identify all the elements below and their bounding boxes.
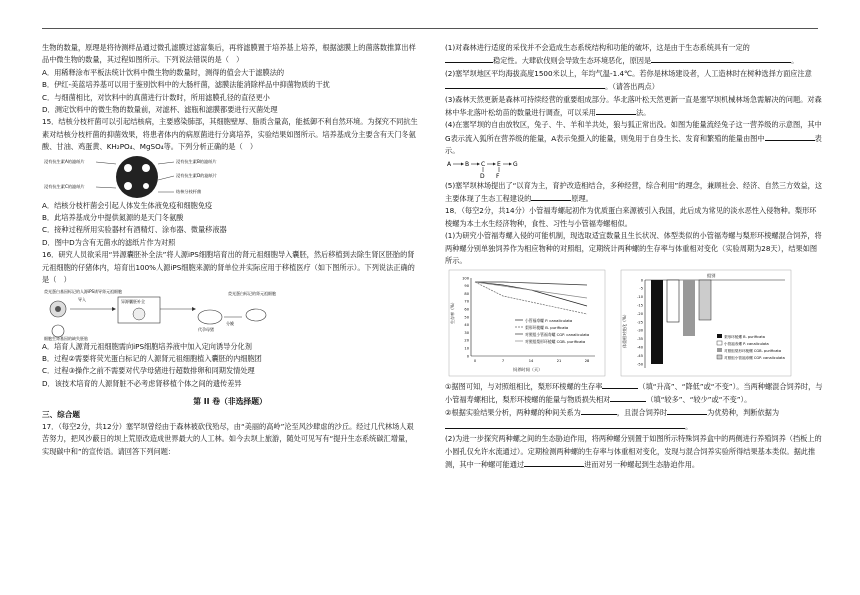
survival-ytick: 100 [462,275,469,280]
q15-option-b: B．此培养基成分中提供氮源的是天门冬氨酸 [42,213,184,223]
label-labeled-cells: 荧光蛋白标记的肾元祖细胞 [228,290,276,296]
survival-ytick: 0 [466,353,469,358]
survival-chart [449,270,605,376]
weight-chart [621,270,791,376]
label-a: 浸有抗生素A的滤纸片 [44,158,85,164]
legend-2: 梨形环棱螺 B. purificata [525,324,569,330]
node-d: D [480,172,485,180]
weight-ytick: -20 [637,311,643,316]
answer-blank[interactable] [445,420,685,429]
q18-circ2c: 为优势种，判断依据为 [707,408,780,418]
survival-xlabel: 饲养时间（天） [513,366,543,372]
legend2-2: 小管福寿螺 P. canaliculata [724,341,769,346]
survival-ytick: 20 [464,338,469,343]
left-column [42,42,418,458]
part2-title: 第 II 卷（非选择题） [193,397,267,407]
q17-2-note: 。（请答出两点） [605,82,659,92]
survival-xtick: 0 [473,358,477,363]
q16-stem: 16．研究人员欲采用“异源囊胚补全法”将人源iPS细胞培育出的肾元祖细胞导入囊胚，然后移植到去除生肾区胚胎的肾元祖细胞的仔猪体内，培育出100%人源iPS细胞来源的肾单位并实际应用于移植医疗（如下图所示）。下列说法正确的是（ ） [42,250,415,285]
bar-bp [651,280,663,364]
q17-2: (2)塞罕坝地区平均海拔高度1500米以上，年均气温-1.4℃。若你是林场建设者，人工造林时在树种选择方面应注意 [445,68,812,78]
legend2-4: 对照组小管福寿螺 CGP. canaliculata [724,355,785,360]
section-three-title: 三、综合题 [42,409,80,419]
q16-option-c: C．过程③操作之前不需要对代孕母猪进行超数排卵和同期发情处理 [42,366,255,376]
legend2-1: 梨形环棱螺 B. purificata [724,334,765,339]
answer-blank[interactable] [667,406,707,415]
survival-ytick: 10 [464,346,469,350]
survival-ytick: 90 [464,283,469,288]
label-d: 浸有抗生素D的滤纸片 [176,172,217,178]
answer-blank[interactable] [445,80,605,89]
legend-3: 对照组小管福寿螺 CGP. canaliculata [525,331,590,337]
survival-xtick: 14 [528,358,534,363]
weight-ytick: -40 [637,345,643,349]
label-import: 导入 [78,296,86,302]
survival-ytick: 70 [464,299,469,304]
weight-ytick: -45 [637,353,643,358]
q17-1b: 稳定性。大肆砍伐则会导致生态环境恶化，原因是 [493,56,652,66]
q14-option-b: B．伊红-美蓝培养基可以用于鉴别饮料中的大肠杆菌，滤膜法能消除样品中抑菌物质的干扰 [42,80,330,90]
answer-blank[interactable] [610,393,646,402]
charts-svg [445,268,823,380]
bar-pc [667,280,679,322]
label-b: 浸有抗生素B的滤纸片 [176,158,217,164]
q18-circ2b: ，且混合饲养时 [616,408,668,418]
survival-ytick: 50 [464,314,469,319]
survival-xtick: 21 [556,358,562,363]
q16-option-b: B．过程②需要将荧光蛋白标记的人源肾元祖细胞植入囊胚的内细胞团 [42,353,262,363]
survival-xtick: 28 [584,358,590,363]
q17-1: (1)对森林进行适度的采伐并不会造成生态系统结构和功能的破坏，这是由于生态系统具有一定的 [445,43,750,52]
label-complement: 异源囊胚补全 [121,298,145,304]
survival-ytick: 30 [464,330,469,335]
q18-circ2: ②根据实验结果分析，两种螺的种间关系为 [445,408,581,418]
culture-plate [116,156,158,198]
weight-ytick: -35 [637,336,643,341]
q18-circ1b: （填“升高”、“降低”或“不变”）。当两种螺混合饲养时，与小管福寿螺相比，梨形环棱螺的能量与物质损失相对 [445,381,823,404]
right-column: (1)对森林进行适度的采伐并不会造成生态系统结构和功能的破坏，这是由于生态系统具有一定的 稳定性。大肆砍伐则会导致生态环境恶化，原因是 。 (2)塞罕坝地区平均海拔高度1500米以上，年均气温-1.4℃。若你是林场建设者，人工造林时在树种选择方面应注意。（请答出两点） (3)森林天然更新是森林可持续经营的重要组成部分。华北落叶松天然更新一直是塞罕坝机械林场急需解决的问题。对森林中华北落叶松幼苗的数量进行调查，可以采用 法。 (4)在塞罕坝的自由放牧区，兔子、牛、羊和羊共处，狼与狐正常出没。如图为能量流经兔子这一营养级的示意图，其中G表示流入狐所在营养级的能量，A表示兔摄入的能量，则兔用于自身生长、发育和繁殖的能量由图中 表示。 A B C E G D F (5)塞罕坝林场提出了“以育为主，育护改造相结合，多种经营，综合利用”的理念，兼顾社会、经济、自然三方效益，这主要体现了生态工程建设的 原理。 18．（每空2分，共14分）小管福寿螺起初作为优质蛋白来源被引入我国，此后成为常见的淡水恶性入侵物种。梨形环棱螺为本土水生经济物种，食性、习性与小管福寿螺相似。 (1)为研究小管福寿螺入侵的可能机制，现选取适宜数量且生长状况、体型类似的小管福寿螺与梨形环棱螺混合饲养，将两种螺分别单独饲养作为相应物种的对照组，定期统计两种螺的生存率与体重相对变化（实验周期为28天），结果如图所示。 生存率（%） 饲养时间（天） 0 10 20 30 40 50 60 70 80 90 100 0 7 14 21 28 小管福寿螺 P. canaliculata 梨形环棱螺 B. purificata 对照组小管福寿螺 CGP. canaliculata 对照组梨形环棱螺 CGB. purificata 组别 体重相对变化（%） 0 -5 -10 -15 -20 -25 -30 -35 -40 -45 -50 梨形环棱螺 B. purificata 小管福寿螺 P. canaliculata 对照组梨形环棱螺 CGB. purificata 对照组小管福寿螺 CGP. canaliculata ①据图可知，与对照组相比，梨形环棱螺的生存率 （填“升高”、“降低”或“不变”）。当两种螺混合饲养时，与小管福寿螺相比，梨形环棱螺的能量与物质损失相对 （填“较多”、“较少”或“不变”）。 ②根据实验结果分析，两种螺的种间关系为 ，且混合饲养时 为优势种，判断依据为 。 (2)为进一步探究两种螺之间的生态胁迫作用，将两种螺分别置于如图所示特殊饲养盒中的两侧进行养殖饲养（挡板上的小圆孔仅允许水流通过）。定期检测两种螺的生存率与体重相对变化，发现与混合饲养实验所得结果基本类似。据此推测，其中一种螺可能通过 进而对另一种螺起到生态胁迫作用。 [445,43,823,469]
q17-5: (5)塞罕坝林场提出了“以育为主，育护改造相结合，多种经营，综合利用”的理念，兼顾社会、经济、自然三方效益，这主要体现了生态工程建设的 [445,180,823,204]
node-a: A [447,160,452,168]
disc-a [124,164,132,172]
node-g: G [513,160,518,168]
weight-ytick: -15 [637,303,643,307]
node-b: B [465,160,470,168]
survival-ytick: 60 [464,307,469,311]
q15-option-a: A．结核分枝杆菌会引起人体发生体液免疫和细胞免疫 [42,200,213,210]
weight-ylabel: 体重相对变化（%） [622,311,627,348]
legend-4: 对照组梨形环棱螺 CGB. purificata [525,338,586,344]
q17-3: (3)森林天然更新是森林可持续经营的重要组成部分。华北落叶松天然更新一直是塞罕坝机械林场急需解决的问题。对森林中华北落叶松幼苗的数量进行调查，可以采用 [445,94,822,118]
q16-option-a: A．培育人源肾元祖细胞需向iPS细胞培养液中加入定向诱导分化剂 [42,341,252,351]
label-embryo: 细胞生肾基因的缺失胚胎 [44,335,88,341]
q17-5b: 原理。 [571,194,593,204]
answer-blank[interactable] [765,132,815,141]
disc-b [142,164,150,172]
q18-1: (1)为研究小管福寿螺入侵的可能机制，现选取适宜数量且生长状况、体型类似的小管福寿螺与梨形环棱螺混合饲养，将两种螺分别单独饲养作为相应物种的对照组，定期统计两种螺的生存率与体重相对变化（实验周期为28天），结果如图所示。 [445,231,822,266]
q17-4b: 表示。 [445,133,822,156]
q14-tail: 生物的数量，原理是将待测样品通过微孔滤膜过滤富集后，再将滤膜置于培养基上培养，根据滤膜上的菌落数推算出样品中微生物的数量，其过程如图所示。下列说法错误的是（ ） [42,43,416,65]
q15-option-d: D．图中D为含有无菌水的滤纸片作为对照 [42,237,176,247]
q15-option-c: C．接种过程所用实验器材有酒精灯、涂布器、微量移液器 [42,225,227,235]
q16-option-d: D．该技术培育的人源肾脏不必考虑肾移植个体之间的遗传差异 [42,378,242,388]
q17-stem: 17．（每空2分，共12分）塞罕坝曾经由于森林被砍伐殆尽，由“美丽的高岭”沦至风沙肆虐的沙丘。经过几代林场人艰苦努力，把风沙蔽日的坝上荒原改造成世界最大的人工林。如今去坝上旅游，随处可见写有“提升生态系统碳汇增量，实现碳中和”的宣传语。请回答下列问题： [42,421,414,456]
survival-xtick: 7 [501,358,505,363]
weight-ytick: -25 [637,319,643,324]
label-ips: 荧光蛋白基因标记的人源iPS诱导肾元祖细胞 [44,288,123,294]
weight-ytick: -50 [637,361,643,366]
survival-ytick: 80 [464,291,469,296]
answer-blank[interactable] [602,380,638,389]
answer-blank[interactable] [445,54,493,63]
q17-3b: 法。 [635,108,651,118]
survival-ytick: 40 [464,322,469,327]
node-f: F [496,172,500,180]
q15-figure [42,154,418,200]
q16-figure [42,287,418,341]
header-rule [42,28,818,29]
petri-dish-diagram [42,154,242,200]
label-bacteria: 结核分枝杆菌 [176,188,202,194]
q15-stem: 15．结核分枝杆菌可以引起结核病，主要感染肺部，其细胞壁厚、脂质含量高，能抵御不利自然环境。为探究不同抗生素对结核分枝杆菌的抑菌效果，将患者体内的病原菌进行分离培养，实验结果如图所示。培养基成分主要含有天门冬氨酸、甘油、鸡蛋黄、KH₂PO₄、MgSO₄等。下列分析正确的是（ ） [42,117,418,152]
answer-blank[interactable] [524,458,584,467]
node-e: E [497,160,501,168]
legend-1: 小管福寿螺 P. canaliculata [525,317,573,323]
survival-ylabel: 生存率（%） [450,299,455,324]
energy-flow-diagram [445,158,525,180]
label-birth: 分娩 [226,320,234,326]
q18-circ1: ①据图可知，与对照组相比，梨形环棱螺的生存率 [445,381,603,391]
label-surrogate: 代孕母猪 [198,326,214,332]
q14-option-a: A．用稀释涂布平板法统计饮料中微生物的数量时，测得的值会大于滤膜法的 [42,67,285,77]
answer-blank[interactable] [596,106,636,115]
answer-blank[interactable] [651,54,791,63]
node-c: C [481,160,486,168]
disc-d [143,183,149,189]
q18-2b: 进而对另一种螺起到生态胁迫作用。 [584,459,700,469]
legend2-3: 对照组梨形环棱螺 CGB. purificata [724,348,782,353]
weight-ytick: -5 [639,286,643,291]
q18-circ1c: （填“较多”、“较少”或“不变”）。 [646,394,752,404]
answer-blank[interactable] [581,406,617,415]
q17-4: (4)在塞罕坝的自由放牧区，兔子、牛、羊和羊共处，狼与狐正常出没。如图为能量流经兔子这一营养级的示意图，其中G表示流入狐所在营养级的能量，A表示兔摄入的能量，则兔用于自身生长、发育和繁殖的能量由图中 [445,120,822,143]
label-c: 浸有抗生素C的滤纸片 [44,183,85,189]
q18-charts [445,268,823,380]
weight-ytick: 0 [640,277,643,282]
energy-flow-figure [445,158,823,180]
q18-stem: 18．（每空2分，共14分）小管福寿螺起初作为优质蛋白来源被引入我国，此后成为常见的淡水恶性入侵物种。梨形环棱螺为本土水生经济物种，食性、习性与小管福寿螺相似。 [445,206,817,228]
bar-cgbp [683,280,695,336]
weight-ytick: -30 [637,328,643,333]
chimera-diagram [42,287,282,341]
bar-cgpc [699,280,711,320]
q18-2: (2)为进一步探究两种螺之间的生态胁迫作用，将两种螺分别置于如图所示特殊饲养盒中的两侧进行养殖饲养（挡板上的小圆孔仅允许水流通过）。定期检测两种螺的生存率与体重相对变化，发现与混合饲养实验所得结果基本类似。据此推测，其中一种螺可能通过 [445,434,822,469]
weight-ytick: -10 [637,294,643,299]
q14-option-c: C．与细菌相比，对饮料中的真菌进行计数时，所用滤膜孔径的直径更小 [42,92,270,102]
disc-c [124,182,132,190]
answer-blank[interactable] [531,192,571,201]
weight-title: 组别 [707,272,716,278]
q14-option-d: D．测定饮料中的微生物的数量前，对滤杯、滤瓶和滤膜都要进行灭菌处理 [42,105,278,115]
